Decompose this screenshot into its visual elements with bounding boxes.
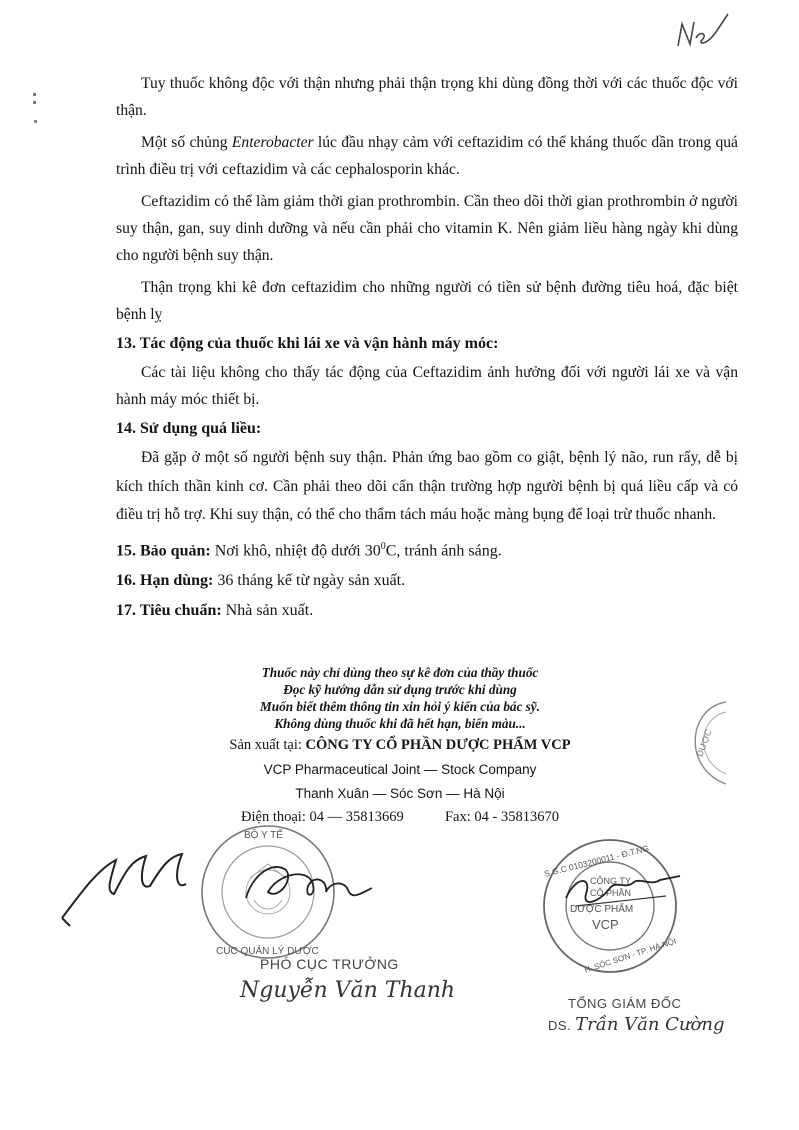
warning-line: Đọc kỹ hướng dẫn sử dụng trước khi dùng xyxy=(283,682,517,697)
manufacturer-name: CÔNG TY CỔ PHẦN DƯỢC PHẨM VCP xyxy=(301,737,571,753)
footer-block xyxy=(200,664,600,828)
shelf-life-text: 36 tháng kể từ ngày sản xuất. xyxy=(213,571,406,589)
left-signature-title: PHÓ CỤC TRƯỞNG xyxy=(260,956,399,972)
left-signature-scribble xyxy=(56,830,386,940)
seal-line: CÔNG TY xyxy=(590,876,631,886)
section-heading: 14. Sử dụng quá liều: xyxy=(116,420,262,437)
warning-line: Không dùng thuốc khi đã hết hạn, biến màu... xyxy=(274,716,526,731)
seal-line: DƯỢC PHẨM xyxy=(570,904,634,915)
section-heading: 13. Tác động của thuốc khi lái xe và vận hành máy móc: xyxy=(116,335,499,352)
right-signature-name: Trần Văn Cường xyxy=(575,1014,725,1035)
paragraph: Đã gặp ở một số người bệnh suy thận. Phản ứng bao gồm co giật, bệnh lý não, run rẩy, dễ bị kích thích thần kinh cơ. Cần phải theo dõi cẩn thận trường hợp người bệnh bị quá liều cấp và có điều trị hỗ trợ. Khi suy thận, có thể cho thẩm tách máu hoặc màng bụng để loại trừ thuốc nhanh. xyxy=(116,449,738,523)
paragraph: Các tài liệu không cho thấy tác động của Ceftazidim ảnh hưởng đối với người lái xe và vận hành máy móc thiết bị. xyxy=(116,364,738,408)
right-signature-title: TỔNG GIÁM ĐỐC xyxy=(568,996,682,1011)
manufacturer-label: Sản xuất tại: xyxy=(229,737,302,753)
manufacturer-line xyxy=(200,735,600,756)
storage-line xyxy=(116,533,738,564)
seal-line: CỔ PHẦN xyxy=(590,888,632,898)
manufacturer-english: VCP Pharmaceutical Joint — Stock Company xyxy=(263,762,537,777)
degree-sup: 0 xyxy=(380,540,386,552)
storage-label: 15. Bảo quản: xyxy=(116,541,211,559)
storage-text-end: C, tránh ánh sáng. xyxy=(385,541,502,559)
seal-line: VCP xyxy=(592,917,619,932)
right-signature-prefix: DS. xyxy=(548,1018,572,1033)
manufacturer-address: Thanh Xuân — Sóc Sơn — Hà Nội xyxy=(295,786,505,801)
left-signature-name: Nguyễn Văn Thanh xyxy=(240,978,456,1003)
standard-text: Nhà sản xuất. xyxy=(221,601,314,619)
margin-mark xyxy=(33,101,36,104)
phone-text: Điện thoại: 04 — 35813669 xyxy=(241,809,404,825)
paragraph: Một số chủng Enterobacter lúc đầu nhạy cảm với ceftazidim có thể kháng thuốc dần trong quá trình điều trị với ceftazidim và các cephalosporin khác. xyxy=(116,134,738,178)
seal-bottom-text: CỤC QUẢN LÝ DƯỢC xyxy=(216,946,319,957)
standard-label: 17. Tiêu chuẩn: xyxy=(116,601,222,619)
margin-mark xyxy=(34,120,37,123)
handwritten-initials xyxy=(672,8,732,56)
margin-mark xyxy=(33,93,36,96)
seal-top-text: BỘ Y TẾ xyxy=(244,830,283,841)
seal-ring-text: S.G.C 0103200011 - Đ.T.NG xyxy=(543,843,650,879)
paragraph: Ceftazidim có thể làm giảm thời gian prothrombin. Cần theo dõi thời gian prothrombin ở người suy thận, gan, suy dinh dưỡng và nếu cần phải cho vitamin K. Nên giảm liều hàng ngày khi dùng cho người bệnh suy thận. xyxy=(116,193,738,264)
fax-text: Fax: 04 - 35813670 xyxy=(444,809,559,825)
right-signature-name-line xyxy=(548,1014,725,1035)
storage-text: Nơi khô, nhiệt độ dưới 30 xyxy=(210,541,381,559)
organism-name: Enterobacter xyxy=(231,134,314,151)
paragraph: Thận trọng khi kê đơn ceftazidim cho những người có tiền sử bệnh đường tiêu hoá, đặc biệt bệnh lỵ xyxy=(116,279,738,323)
paragraph: Tuy thuốc không độc với thận nhưng phải thận trọng khi dùng đồng thời với các thuốc độc với thận. xyxy=(116,75,738,119)
body-text xyxy=(116,70,738,624)
seal-bottom-ring: H. SÓC SƠN - TP. HÀ NỘI xyxy=(583,936,678,975)
warning-line: Muốn biết thêm thông tin xin hỏi ý kiến của bác sỹ. xyxy=(260,699,540,714)
right-signature-scribble xyxy=(556,868,686,918)
standard-line xyxy=(116,597,738,624)
shelf-life-line xyxy=(116,567,738,594)
side-stamp: DƯỢC xyxy=(668,698,728,788)
warning-line: Thuốc này chỉ dùng theo sự kê đơn của thầy thuốc xyxy=(261,665,539,680)
shelf-life-label: 16. Hạn dùng: xyxy=(116,571,214,589)
